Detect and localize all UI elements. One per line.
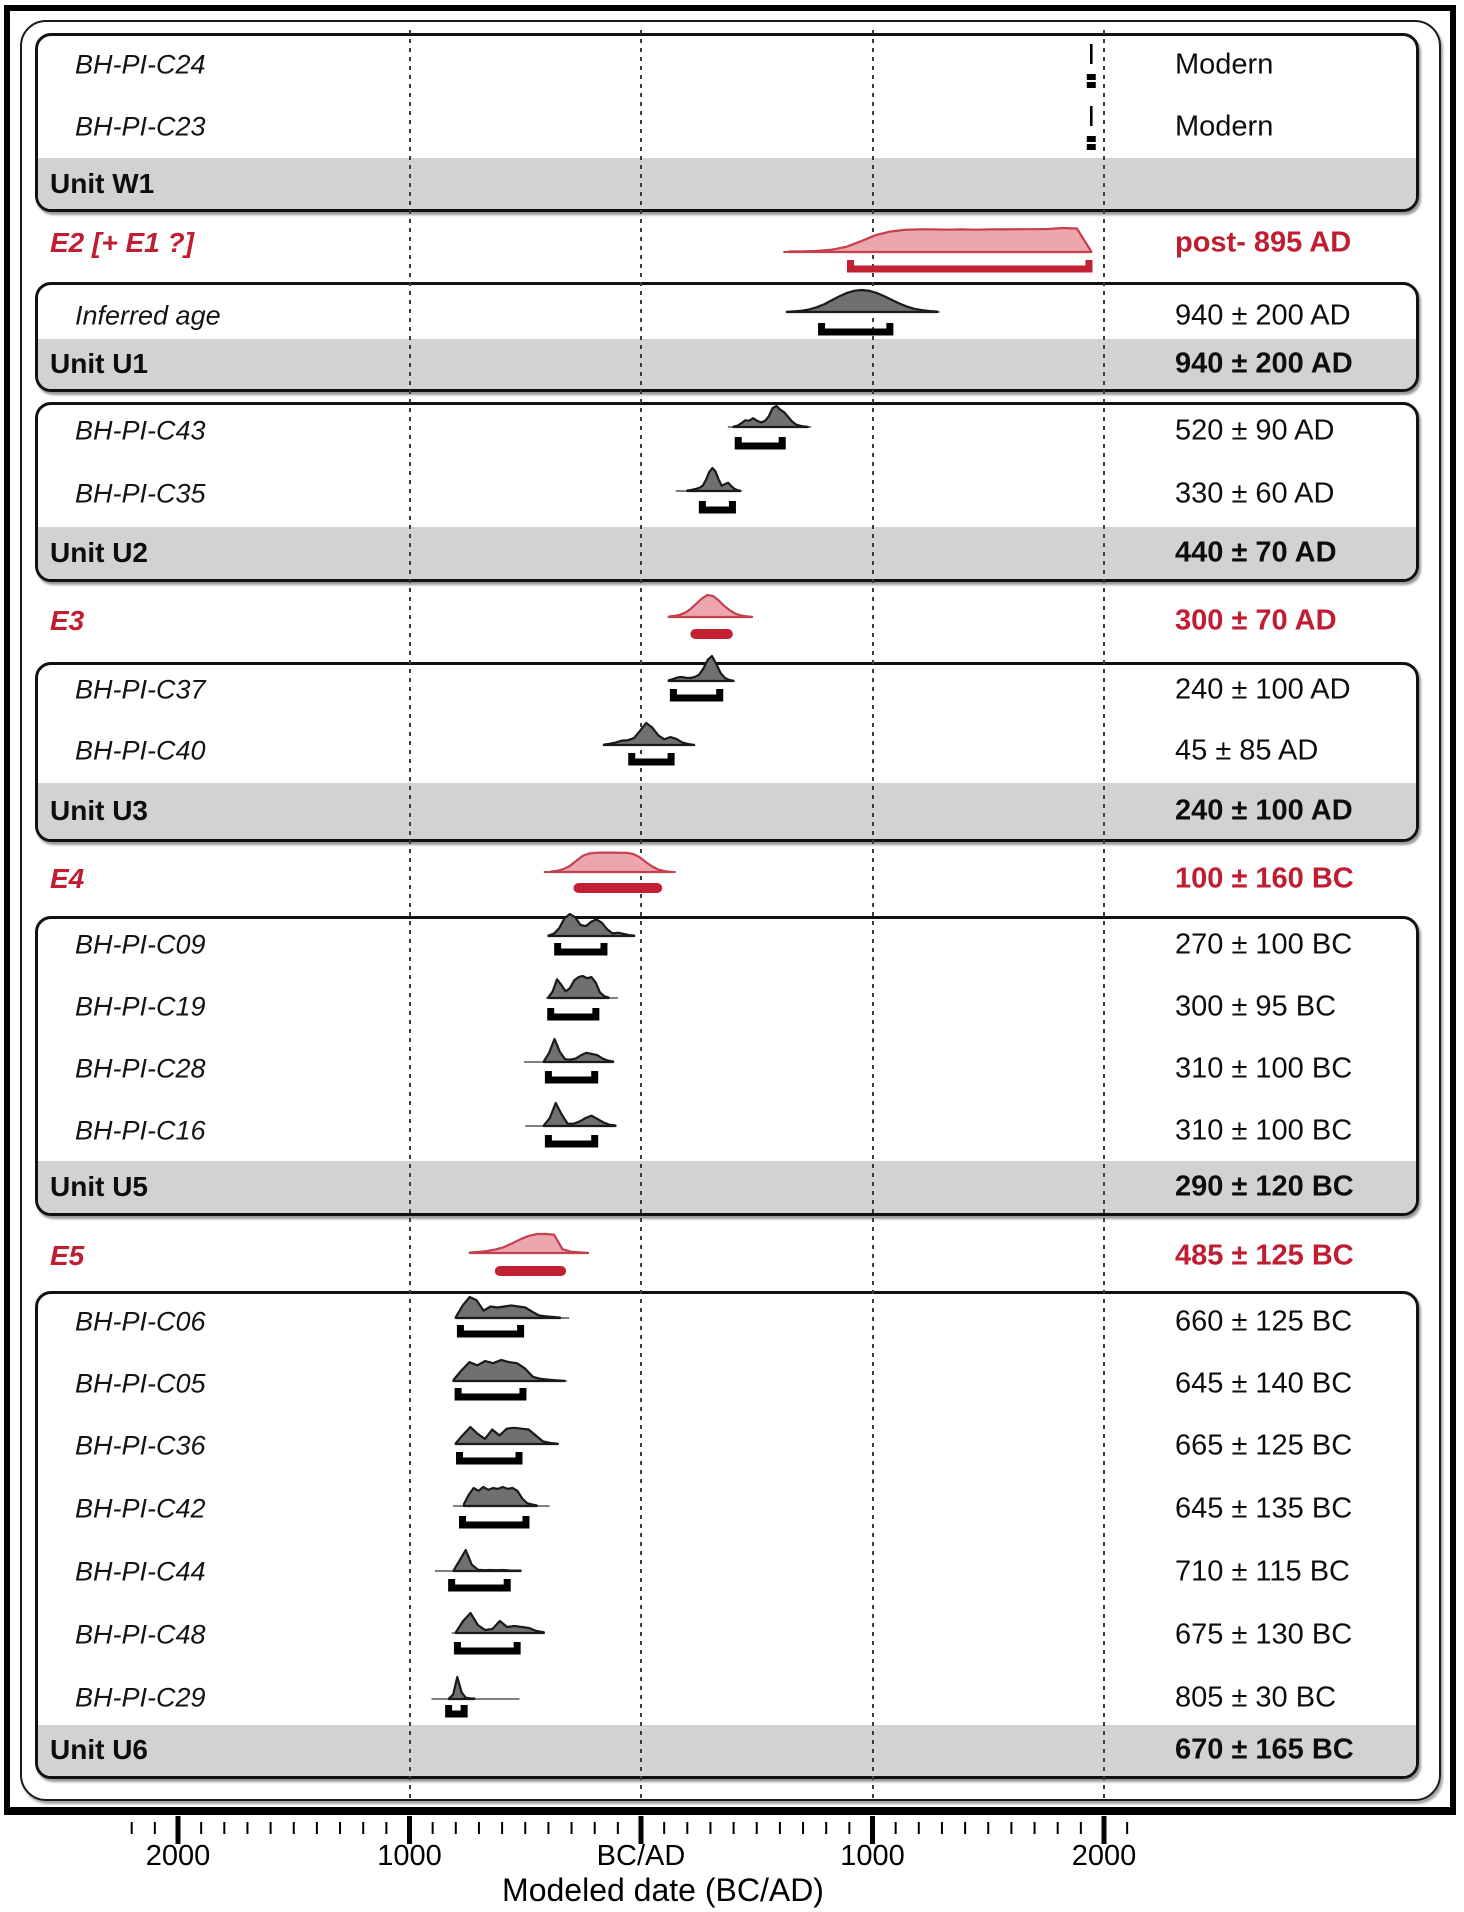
unit-label: Unit U1: [50, 348, 148, 379]
sample-probability-curve: [604, 723, 694, 745]
event-probability-curve: [789, 228, 1091, 252]
sample-probability-curve: [734, 406, 808, 427]
unit-value: 440 ± 70 AD: [1175, 536, 1337, 569]
unit-label: Unit U3: [50, 795, 148, 826]
sample-value: 645 ± 140 BC: [1175, 1367, 1353, 1400]
sample-probability-curve: [449, 1677, 474, 1699]
axis-tick-label: BC/AD: [596, 1840, 686, 1872]
sample-value: 940 ± 200 AD: [1175, 299, 1351, 332]
sample-probability-curve: [454, 1550, 521, 1571]
event-label: E3: [50, 605, 85, 636]
sample-probability-curve: [464, 1487, 537, 1506]
sample-value: 805 ± 30 BC: [1175, 1681, 1337, 1714]
unit-value: 240 ± 100 AD: [1175, 794, 1353, 827]
range-bracket: [738, 437, 782, 446]
sample-probability-curve: [544, 1039, 613, 1062]
range-bracket: [460, 1325, 520, 1334]
sample-value: 660 ± 125 BC: [1175, 1305, 1353, 1338]
sample-value: 675 ± 130 BC: [1175, 1618, 1353, 1651]
sample-label: BH-PI-C44: [75, 1556, 206, 1587]
sample-label: BH-PI-C40: [75, 735, 206, 766]
event-label: E2 [+ E1 ?]: [50, 227, 194, 258]
sample-value: 710 ± 115 BC: [1175, 1555, 1350, 1588]
unit-label: Unit U6: [50, 1734, 148, 1765]
sample-label: BH-PI-C19: [75, 991, 206, 1022]
sample-label: BH-PI-C06: [75, 1306, 206, 1337]
sample-label: BH-PI-C35: [75, 478, 206, 509]
sample-label: BH-PI-C09: [75, 929, 206, 960]
sample-label: BH-PI-C28: [75, 1053, 206, 1084]
range-bracket: [822, 323, 890, 332]
event-value: post- 895 AD: [1175, 226, 1352, 259]
event-label: E5: [50, 1240, 85, 1271]
sample-probability-curve: [544, 1103, 616, 1126]
axis-tick-label: 1000: [377, 1840, 442, 1872]
range-bracket: [548, 1071, 594, 1080]
range-bracket: [558, 943, 604, 952]
event-value: 100 ± 160 BC: [1175, 862, 1354, 895]
event-value: 485 ± 125 BC: [1175, 1239, 1354, 1272]
range-bracket: [551, 1008, 596, 1017]
unit-value: 670 ± 165 BC: [1175, 1733, 1354, 1766]
sample-label: BH-PI-C37: [75, 674, 206, 705]
sample-probability-curve: [456, 1297, 560, 1318]
range-bracket: [449, 1705, 465, 1714]
sample-value: 665 ± 125 BC: [1175, 1429, 1353, 1462]
modern-bracket-dash: [1087, 74, 1096, 80]
axis-tick-label: 1000: [840, 1840, 905, 1872]
sample-label: BH-PI-C24: [75, 49, 206, 80]
unit-label: Unit W1: [50, 168, 155, 199]
sample-label: BH-PI-C43: [75, 415, 206, 446]
unit-value: 940 ± 200 AD: [1175, 347, 1353, 380]
sample-value: 310 ± 100 BC: [1175, 1114, 1353, 1147]
sample-value: Modern: [1175, 48, 1274, 81]
sample-probability-curve: [456, 1427, 558, 1444]
sample-probability-curve: [669, 656, 734, 681]
event-value: 300 ± 70 AD: [1175, 604, 1337, 637]
sample-value: 45 ± 85 AD: [1175, 734, 1319, 767]
modern-bracket-dash: [1087, 82, 1096, 88]
axis-tick-label: 2000: [1071, 1840, 1137, 1872]
sample-label: Inferred age: [75, 300, 221, 331]
event-probability-curve: [551, 853, 671, 872]
sample-probability-curve: [548, 976, 608, 998]
sample-label: BH-PI-C23: [75, 111, 206, 142]
sample-value: Modern: [1175, 110, 1274, 143]
sample-value: 310 ± 100 BC: [1175, 1052, 1353, 1085]
sample-probability-curve: [456, 1613, 544, 1633]
event-probability-curve: [669, 595, 752, 617]
axis-tick-label: 2000: [145, 1840, 211, 1872]
range-bracket: [673, 689, 719, 698]
unit-label: Unit U5: [50, 1171, 148, 1202]
sample-value: 240 ± 100 AD: [1175, 673, 1351, 706]
sample-label: BH-PI-C42: [75, 1493, 206, 1524]
sample-label: BH-PI-C36: [75, 1430, 206, 1461]
sample-value: 300 ± 95 BC: [1175, 990, 1337, 1023]
sample-probability-curve: [787, 290, 938, 312]
axis-title: Modeled date (BC/AD): [502, 1872, 824, 1908]
event-probability-curve: [470, 1234, 588, 1253]
range-bracket: [463, 1516, 526, 1525]
range-bracket: [452, 1579, 508, 1588]
modern-bracket-dash: [1087, 144, 1096, 150]
sample-value: 520 ± 90 AD: [1175, 414, 1335, 447]
event-label: E4: [50, 863, 85, 894]
modern-bracket-dash: [1087, 136, 1096, 142]
sample-value: 330 ± 60 AD: [1175, 477, 1335, 510]
range-bracket: [458, 1388, 523, 1397]
sample-probability-curve: [548, 914, 634, 936]
sample-value: 270 ± 100 BC: [1175, 928, 1353, 961]
range-bracket: [702, 501, 732, 510]
unit-label: Unit U2: [50, 537, 148, 568]
unit-value: 290 ± 120 BC: [1175, 1170, 1354, 1203]
range-bracket: [632, 753, 671, 762]
sample-probability-curve: [687, 468, 740, 491]
range-bracket: [548, 1135, 594, 1144]
range-bracket: [460, 1452, 519, 1461]
range-bracket: [851, 260, 1089, 269]
sample-label: BH-PI-C29: [75, 1682, 206, 1713]
sample-value: 645 ± 135 BC: [1175, 1492, 1353, 1525]
sample-label: BH-PI-C48: [75, 1619, 206, 1650]
sample-label: BH-PI-C16: [75, 1115, 206, 1146]
range-bracket: [457, 1642, 517, 1651]
sample-probability-curve: [454, 1360, 565, 1381]
sample-label: BH-PI-C05: [75, 1368, 206, 1399]
